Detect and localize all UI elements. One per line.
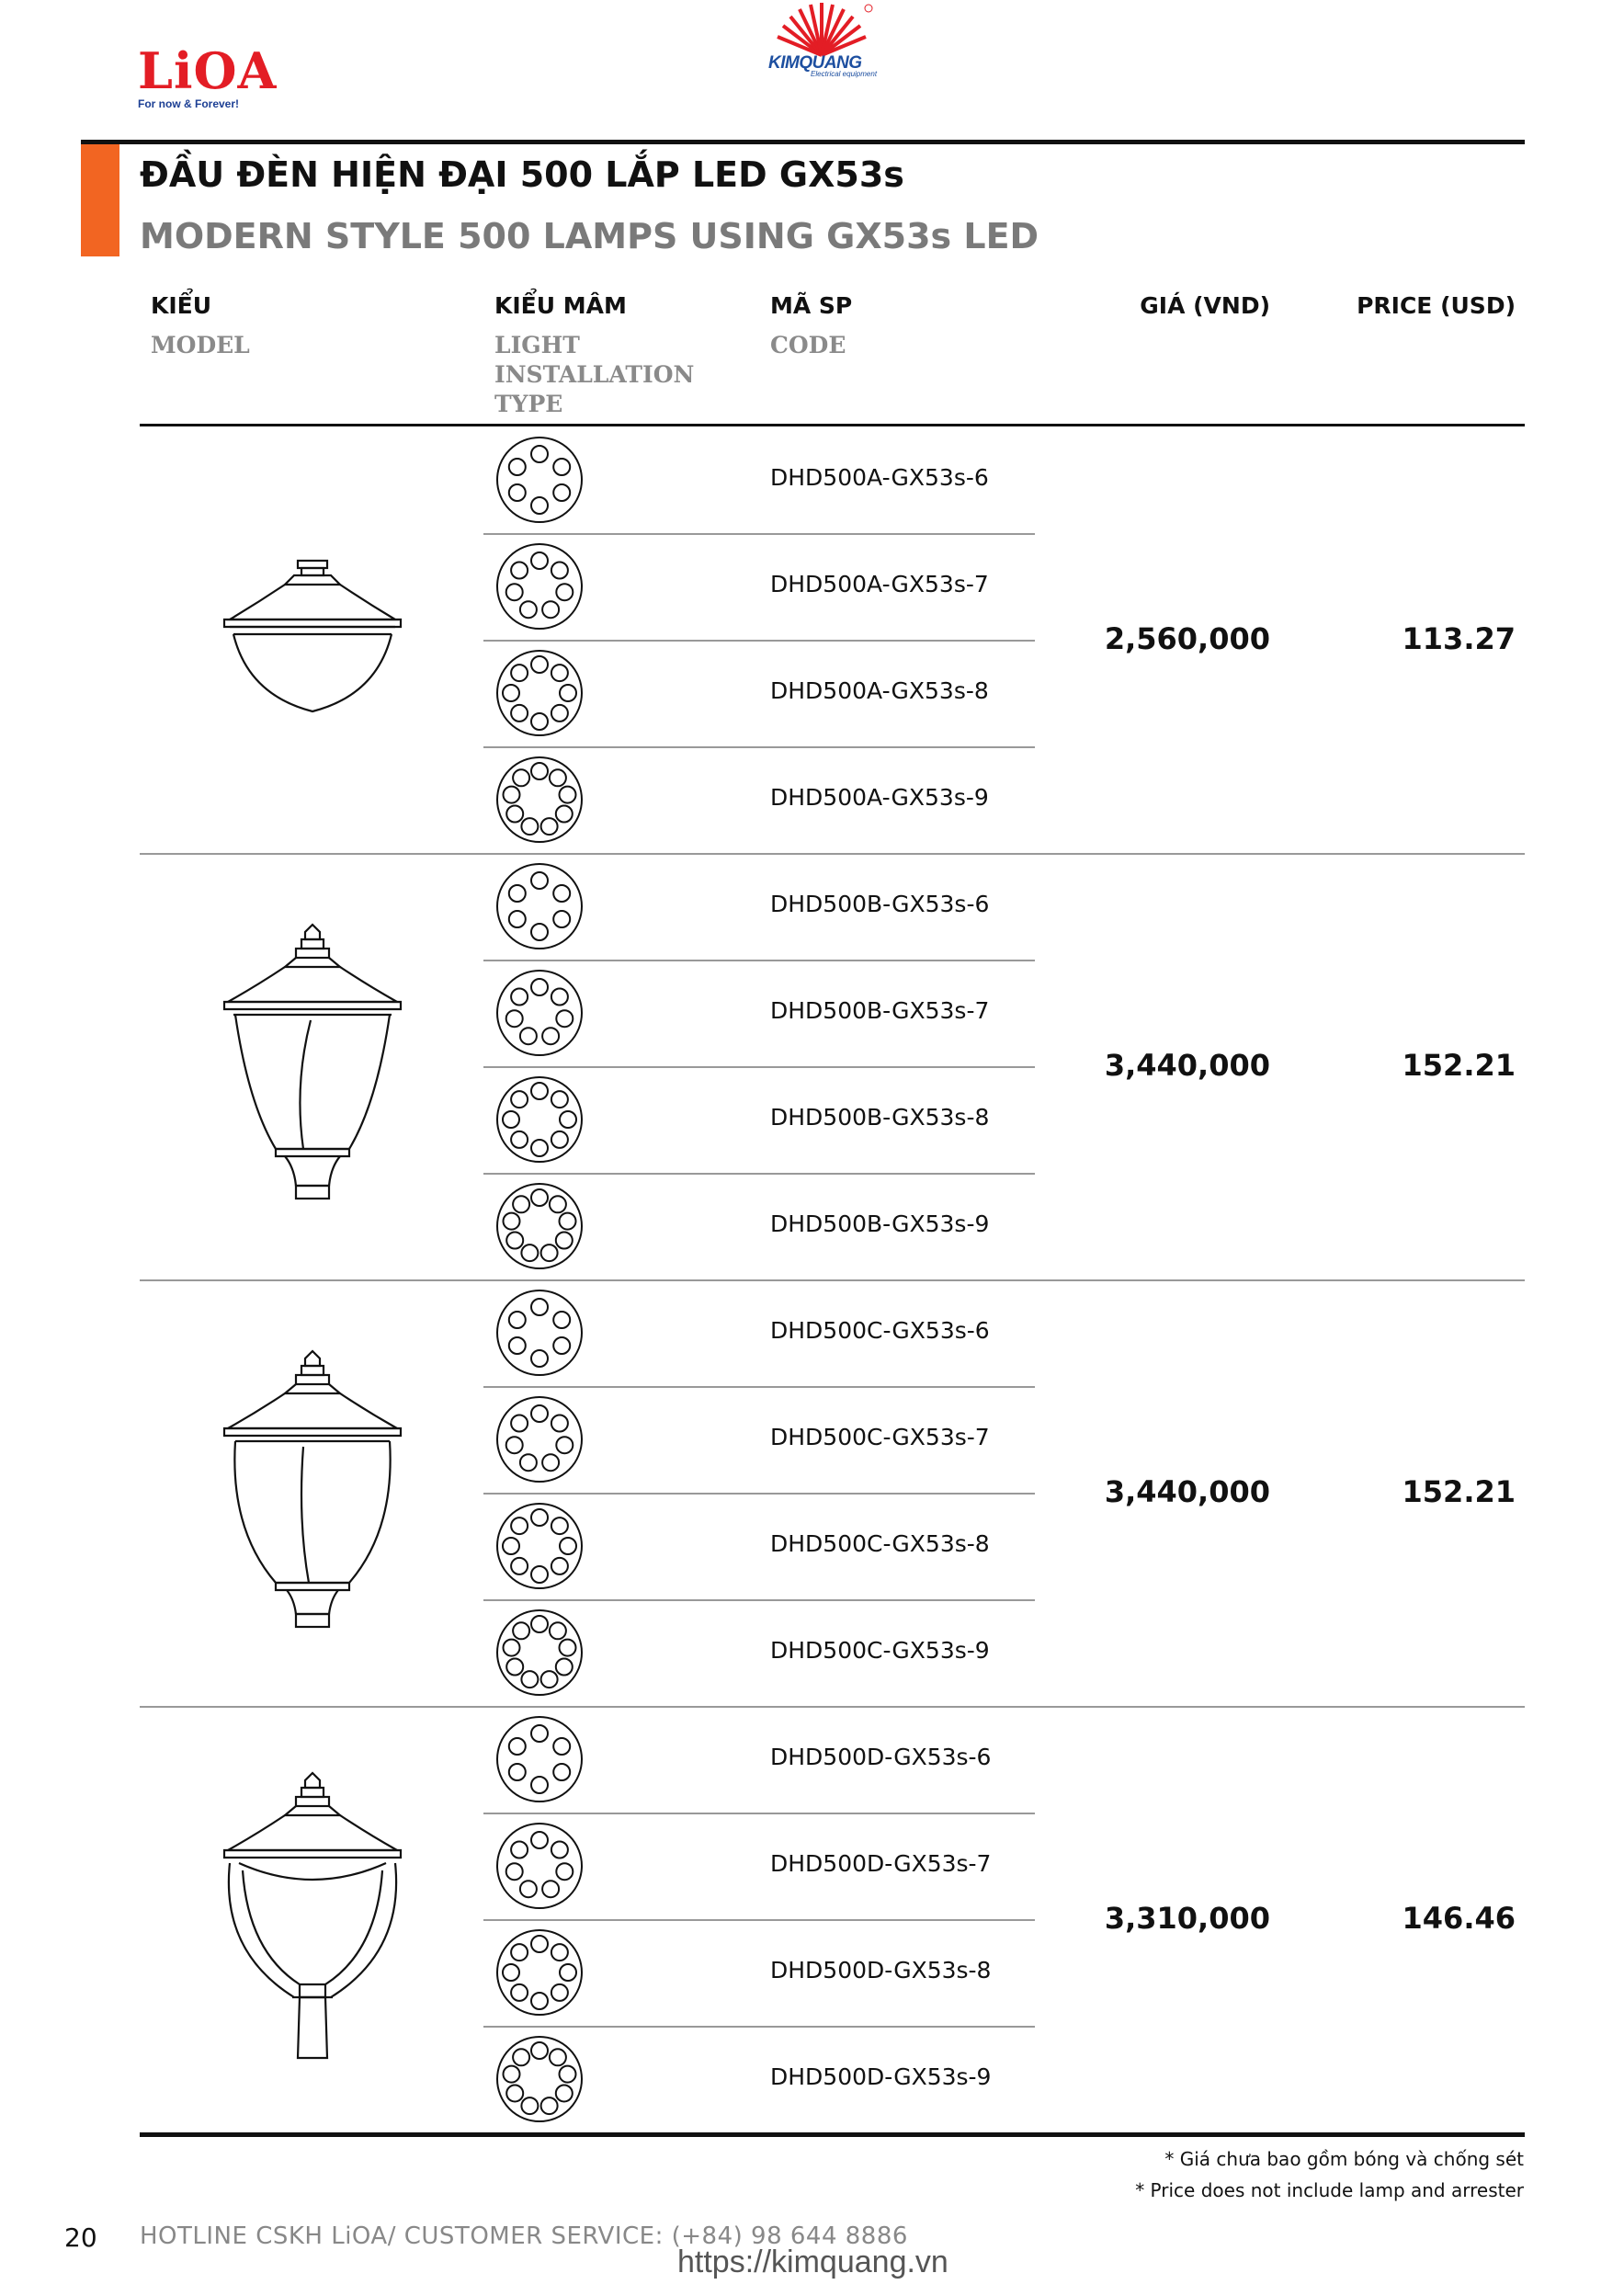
lamp-style-b-icon <box>211 919 414 1217</box>
kimquang-sunburst-icon <box>765 0 884 57</box>
row-divider <box>483 746 1035 748</box>
mount-9-bulb-icon <box>494 754 585 849</box>
mount-8-bulb-icon <box>494 647 585 743</box>
mount-8-bulb-icon <box>494 1500 585 1596</box>
note-english: * Price does not include lamp and arrester <box>1135 2179 1524 2201</box>
row-divider <box>483 1599 1035 1601</box>
col-model-en: MODEL <box>151 332 250 358</box>
col-code-en: CODE <box>770 332 846 358</box>
group-divider <box>140 1706 1525 1708</box>
product-code: DHD500B-GX53s-6 <box>770 891 990 917</box>
product-code: DHD500B-GX53s-8 <box>770 1104 990 1131</box>
product-code: DHD500A-GX53s-6 <box>770 464 989 491</box>
col-price-usd: PRICE (USD) <box>1357 292 1516 319</box>
title-vietnamese: ĐẦU ĐÈN HIỆN ĐẠI 500 LẮP LED GX53s <box>140 154 904 195</box>
product-code: DHD500B-GX53s-7 <box>770 997 990 1024</box>
lamp-style-c-icon <box>211 1346 414 1643</box>
note-vietnamese: * Giá chưa bao gồm bóng và chống sét <box>1164 2148 1524 2170</box>
product-code: DHD500C-GX53s-8 <box>770 1530 990 1557</box>
row-divider <box>483 640 1035 642</box>
row-divider <box>483 533 1035 535</box>
mount-7-bulb-icon <box>494 1820 585 1915</box>
mount-6-bulb-icon <box>494 860 585 956</box>
row-divider <box>483 1066 1035 1068</box>
col-model-vi: KIỂU <box>151 292 212 319</box>
hotline: HOTLINE CSKH LiOA/ CUSTOMER SERVICE: (+84) 98 644 8886 <box>140 2222 908 2250</box>
header-rule <box>140 424 1525 426</box>
row-divider <box>483 960 1035 961</box>
price-vnd: 3,310,000 <box>1104 1901 1270 1936</box>
price-usd: 146.46 <box>1402 1901 1516 1936</box>
col-code-vi: MÃ SP <box>770 292 853 319</box>
product-code: DHD500A-GX53s-9 <box>770 784 989 811</box>
col-price-vnd: GIÁ (VND) <box>1140 292 1270 319</box>
product-code: DHD500C-GX53s-7 <box>770 1424 990 1450</box>
product-code: DHD500D-GX53s-7 <box>770 1850 992 1877</box>
lioa-tagline: For now & Forever! <box>138 97 240 110</box>
group-divider <box>140 853 1525 855</box>
kimquang-logo <box>765 0 884 83</box>
mount-6-bulb-icon <box>494 1713 585 1809</box>
mount-7-bulb-icon <box>494 1393 585 1489</box>
product-code: DHD500D-GX53s-6 <box>770 1744 992 1770</box>
top-rule <box>81 140 1525 144</box>
row-divider <box>483 2026 1035 2028</box>
lioa-logo <box>138 41 278 110</box>
title-english: MODERN STYLE 500 LAMPS USING GX53s LED <box>140 216 1039 256</box>
product-code: DHD500A-GX53s-7 <box>770 571 989 597</box>
mount-9-bulb-icon <box>494 1607 585 1702</box>
mount-8-bulb-icon <box>494 1927 585 2022</box>
kimquang-tagline: Electrical equipment <box>811 70 878 78</box>
price-vnd: 2,560,000 <box>1104 621 1270 656</box>
product-code: DHD500D-GX53s-9 <box>770 2063 992 2090</box>
product-code: DHD500B-GX53s-9 <box>770 1211 990 1237</box>
bottom-rule <box>140 2132 1525 2137</box>
lamp-style-d-icon <box>211 1767 414 2074</box>
product-code: DHD500C-GX53s-9 <box>770 1637 990 1664</box>
row-divider <box>483 1386 1035 1388</box>
row-divider <box>483 1813 1035 1814</box>
row-divider <box>483 1493 1035 1495</box>
price-vnd: 3,440,000 <box>1104 1048 1270 1083</box>
website-link[interactable]: https://kimquang.vn <box>677 2245 948 2279</box>
kimquang-wordmark: KIMQUANG <box>768 53 862 73</box>
price-usd: 152.21 <box>1402 1474 1516 1509</box>
row-divider <box>483 1919 1035 1921</box>
price-vnd: 3,440,000 <box>1104 1474 1270 1509</box>
mount-8-bulb-icon <box>494 1074 585 1169</box>
accent-bar <box>81 140 119 256</box>
mount-9-bulb-icon <box>494 2033 585 2129</box>
price-usd: 113.27 <box>1402 621 1516 656</box>
col-mount-vi: KIỂU MÂM <box>494 292 627 319</box>
mount-7-bulb-icon <box>494 967 585 1063</box>
product-code: DHD500D-GX53s-8 <box>770 1957 992 1983</box>
price-usd: 152.21 <box>1402 1048 1516 1083</box>
row-divider <box>483 1173 1035 1175</box>
mount-9-bulb-icon <box>494 1180 585 1276</box>
group-divider <box>140 1279 1525 1281</box>
lamp-style-a-icon <box>211 557 414 726</box>
col-mount-en-1: LIGHT <box>494 332 580 358</box>
col-mount-en-2: INSTALLATION <box>494 361 695 388</box>
mount-7-bulb-icon <box>494 540 585 636</box>
product-code: DHD500C-GX53s-6 <box>770 1317 990 1344</box>
page-number: 20 <box>64 2222 97 2253</box>
lioa-wordmark: LiOA <box>138 41 278 100</box>
mount-6-bulb-icon <box>494 434 585 529</box>
col-mount-en-3: TYPE <box>494 391 563 417</box>
mount-6-bulb-icon <box>494 1287 585 1382</box>
product-code: DHD500A-GX53s-8 <box>770 677 989 704</box>
